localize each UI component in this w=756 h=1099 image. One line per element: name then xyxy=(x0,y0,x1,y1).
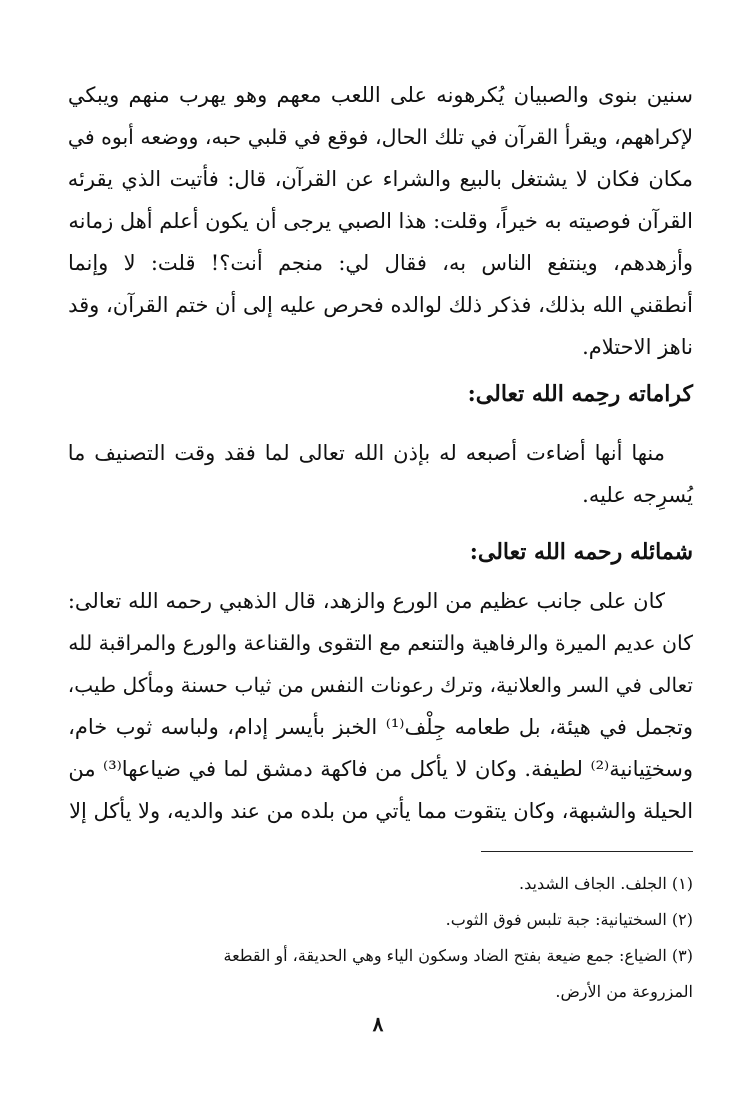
paragraph-shamail xyxy=(68,580,693,832)
text-line: الحيلة والشبهة، وكان يتقوت مما يأتي من بلده من عند والديه، ولا يأكل إلا xyxy=(69,799,693,823)
paragraph-karamat xyxy=(68,432,693,516)
paragraph-upbringing xyxy=(68,74,693,368)
text-line: لإكراههم، ويقرأ القرآن في تلك الحال، فوقع في قلبي حبه، ووضعه أبوه في xyxy=(67,125,693,149)
text-line: القرآن فوصيته به خيراً، وقلت: هذا الصبي يرجى أن يكون أعلم أهل زمانه xyxy=(68,209,693,233)
footnote-1: (١) الجلف. الجاف الشديد. xyxy=(519,874,693,893)
text-line: وأزهدهم، وينتفع الناس به، فقال لي: منجم أنت؟! قلت: لا وإنما xyxy=(67,251,693,275)
footnotes xyxy=(68,866,693,1010)
text-line: مكان فكان لا يشتغل بالبيع والشراء عن القرآن، قال: فأتيت الذي يقرئه xyxy=(67,167,693,191)
text-line: يُسرِجه عليه. xyxy=(582,483,693,507)
text-line: وتجمل في هيئة، بل طعامه جِلْف⁽¹⁾ الخبز بأيسر إدام، ولباسه ثوب خام، xyxy=(68,715,693,739)
footnote-3: (٣) الضياع: جمع ضيعة بفتح الضاد وسكون الياء وهي الحديقة، أو القطعة xyxy=(223,946,693,965)
section-heading-shamail: شمائله رحمه الله تعالى: xyxy=(469,539,693,565)
page-number: ٨ xyxy=(372,1012,384,1036)
footnote-divider xyxy=(481,851,693,852)
text-line: كان عديم الميرة والرفاهية والتنعم مع التقوى والقناعة والورع والمراقبة لله xyxy=(68,631,693,655)
text-line: ناهز الاحتلام. xyxy=(582,335,693,359)
text-line: تعالى في السر والعلانية، وترك رعونات النفس من ثياب حسنة ومأكل طيب، xyxy=(67,673,693,697)
text-line: أنطقني الله بذلك، فذكر ذلك لوالده فحرص عليه إلى أن ختم القرآن، وقد xyxy=(68,293,693,317)
section-heading-karamat: كراماته رحِمه الله تعالى: xyxy=(467,381,693,407)
text-line: كان على جانب عظيم من الورع والزهد، قال الذهبي رحمه الله تعالى: xyxy=(67,589,665,613)
text-line: منها أنها أضاءت أصبعه له بإذن الله تعالى لما فقد وقت التصنيف ما xyxy=(67,441,665,465)
text-line: وسختِيانية⁽²⁾ لطيفة. وكان لا يأكل من فاكهة دمشق لما في ضياعها⁽³⁾ من xyxy=(68,757,693,781)
text-line: سنين بنوى والصبيان يُكرهونه على اللعب معهم وهو يهرب منهم ويبكي xyxy=(67,83,693,107)
footnote-2: (٢) السختيانية: جبة تلبس فوق الثوب. xyxy=(445,910,693,929)
footnote-3-continued: المزروعة من الأرض. xyxy=(555,982,693,1001)
